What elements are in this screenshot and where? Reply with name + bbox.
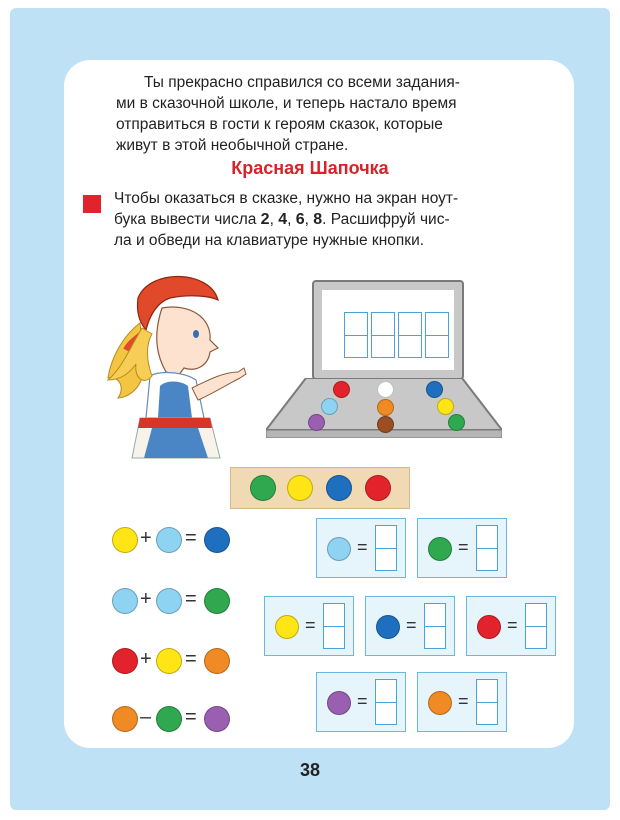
equals-sign: = bbox=[406, 615, 417, 635]
task-line: Чтобы оказаться в сказке, нужно на экран ноут- bbox=[114, 190, 459, 207]
intro-text bbox=[116, 72, 556, 156]
answer-digit-cell[interactable] bbox=[525, 603, 547, 649]
number-8: 8 bbox=[313, 211, 323, 228]
strip-red-circle bbox=[365, 475, 391, 501]
answer-box-red bbox=[466, 596, 556, 656]
orange-circle bbox=[204, 648, 230, 674]
keyboard-button-red[interactable] bbox=[333, 381, 350, 398]
yellow-circle bbox=[156, 648, 182, 674]
task-line: бука вывести числа 2, 4, 6, 8. Расшифруй чис- bbox=[114, 211, 450, 228]
number-4: 4 bbox=[278, 211, 288, 228]
strip-blue-circle bbox=[326, 475, 352, 501]
section-title: Красная Шапочка bbox=[231, 158, 389, 178]
intro-line: живут в этой необычной стране. bbox=[116, 137, 349, 154]
answer-box-orange bbox=[417, 672, 507, 732]
green-circle bbox=[156, 706, 182, 732]
keyboard-button-lightblue[interactable] bbox=[321, 398, 338, 415]
operator-sign: + bbox=[140, 588, 152, 610]
answer-box-purple bbox=[316, 672, 406, 732]
strip-green-circle bbox=[250, 475, 276, 501]
keyboard-button-white[interactable] bbox=[377, 381, 394, 398]
lightblue-circle bbox=[327, 537, 351, 561]
equals-sign: = bbox=[458, 691, 469, 711]
answer-digit-cell[interactable] bbox=[476, 525, 498, 571]
task-line: ла и обведи на клавиатуре нужные кнопки. bbox=[114, 232, 425, 249]
orange-circle bbox=[112, 706, 138, 732]
equals-sign: = bbox=[185, 527, 197, 549]
intro-line: отправиться в гости к героям сказок, которые bbox=[116, 116, 443, 133]
strip-yellow-circle bbox=[287, 475, 313, 501]
green-circle bbox=[428, 537, 452, 561]
lightblue-circle bbox=[156, 588, 182, 614]
digit-slot[interactable] bbox=[344, 312, 368, 358]
task-text bbox=[114, 188, 556, 251]
page-number: 38 bbox=[299, 760, 321, 780]
red-riding-hood-illustration bbox=[100, 268, 250, 463]
operator-sign: + bbox=[140, 527, 152, 549]
number-6: 6 bbox=[295, 211, 305, 228]
number-2: 2 bbox=[260, 211, 270, 228]
answer-box-yellow bbox=[264, 596, 354, 656]
answer-digit-cell[interactable] bbox=[375, 679, 397, 725]
red-circle bbox=[477, 615, 501, 639]
keyboard-button-green[interactable] bbox=[448, 414, 465, 431]
operator-sign: – bbox=[140, 706, 152, 728]
equals-sign: = bbox=[357, 537, 368, 557]
purple-circle bbox=[327, 691, 351, 715]
laptop-display bbox=[322, 290, 454, 370]
keyboard-button-purple[interactable] bbox=[308, 414, 325, 431]
intro-line: ми в сказочной школе, и теперь настало время bbox=[116, 95, 457, 112]
laptop-screen bbox=[312, 280, 464, 380]
yellow-circle bbox=[112, 527, 138, 553]
red-circle bbox=[112, 648, 138, 674]
keyboard-button-brown[interactable] bbox=[377, 416, 394, 433]
green-circle bbox=[204, 588, 230, 614]
equals-sign: = bbox=[185, 706, 197, 728]
equals-sign: = bbox=[185, 588, 197, 610]
keyboard-button-blue[interactable] bbox=[426, 381, 443, 398]
answer-box-lightblue bbox=[316, 518, 406, 578]
equals-sign: = bbox=[305, 615, 316, 635]
yellow-circle bbox=[275, 615, 299, 639]
answer-digit-cell[interactable] bbox=[323, 603, 345, 649]
answer-digit-cell[interactable] bbox=[424, 603, 446, 649]
digit-slot[interactable] bbox=[371, 312, 395, 358]
equals-sign: = bbox=[458, 537, 469, 557]
answer-box-blue bbox=[365, 596, 455, 656]
digit-slot[interactable] bbox=[425, 312, 449, 358]
digit-slot[interactable] bbox=[398, 312, 422, 358]
orange-circle bbox=[428, 691, 452, 715]
lightblue-circle bbox=[156, 527, 182, 553]
intro-line: Ты прекрасно справился со всеми задания- bbox=[144, 74, 460, 91]
equals-sign: = bbox=[507, 615, 518, 635]
lightblue-circle bbox=[112, 588, 138, 614]
purple-circle bbox=[204, 706, 230, 732]
equals-sign: = bbox=[357, 691, 368, 711]
blue-circle bbox=[376, 615, 400, 639]
equals-sign: = bbox=[185, 648, 197, 670]
keyboard-button-yellow[interactable] bbox=[437, 398, 454, 415]
keyboard-button-orange[interactable] bbox=[377, 399, 394, 416]
answer-digit-cell[interactable] bbox=[375, 525, 397, 571]
blue-circle bbox=[204, 527, 230, 553]
task-marker-square bbox=[83, 195, 101, 213]
answer-digit-cell[interactable] bbox=[476, 679, 498, 725]
operator-sign: + bbox=[140, 648, 152, 670]
answer-box-green bbox=[417, 518, 507, 578]
